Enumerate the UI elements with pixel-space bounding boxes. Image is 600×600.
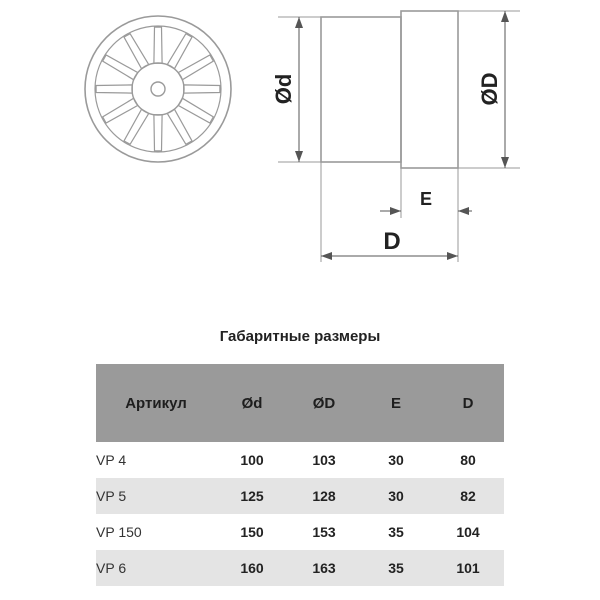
- cell-outer-diameter: 153: [312, 524, 336, 540]
- cell-e: 30: [360, 478, 432, 514]
- dimension-lines: [295, 11, 509, 260]
- cell-outer-diameter: 163: [288, 550, 360, 586]
- header-d: D: [432, 364, 504, 442]
- impeller-blade: [154, 27, 162, 63]
- table-header-row: [96, 364, 504, 442]
- label-outer-diameter: ØD: [477, 72, 502, 106]
- impeller-blade: [167, 34, 192, 69]
- cell-e: 30: [388, 452, 404, 468]
- header-inner-diameter: Ød: [216, 364, 288, 442]
- impeller-blade: [96, 85, 132, 93]
- cell-e: 35: [388, 524, 404, 540]
- table-row: [96, 478, 504, 514]
- impeller-blade: [154, 115, 162, 151]
- table-row: [96, 442, 504, 478]
- impeller-blade: [124, 34, 149, 69]
- header-article: Артикул: [96, 364, 216, 442]
- cell-d: 80: [460, 452, 476, 468]
- cell-d: 104: [456, 524, 480, 540]
- cell-article: VP 4: [96, 452, 127, 468]
- cell-inner-diameter: 125: [216, 478, 288, 514]
- label-e: E: [419, 189, 433, 209]
- cell-outer-diameter: 128: [288, 478, 360, 514]
- impeller-blade: [103, 98, 138, 123]
- cell-e: 35: [360, 550, 432, 586]
- impeller-blade: [167, 109, 192, 144]
- cell-article: VP 6: [96, 550, 216, 586]
- label-inner-diameter: Ød: [271, 73, 296, 105]
- dimensions-table: [96, 364, 504, 586]
- fan-front-view: [85, 16, 231, 162]
- table-row: [96, 550, 504, 586]
- header-outer-diameter: ØD: [288, 364, 360, 442]
- cell-d: 82: [432, 478, 504, 514]
- impeller-blade: [103, 55, 138, 80]
- impeller-blade: [184, 85, 220, 93]
- cell-inner-diameter: 160: [216, 550, 288, 586]
- impeller-blade: [178, 98, 213, 123]
- impeller-blade: [124, 109, 149, 144]
- impeller-blade: [178, 55, 213, 80]
- cell-inner-diameter: 150: [240, 524, 264, 540]
- table-title: Габаритные размеры: [219, 328, 381, 345]
- label-d: D: [383, 228, 401, 255]
- header-e: E: [360, 364, 432, 442]
- cell-article: VP 150: [96, 524, 142, 540]
- cell-outer-diameter: 103: [312, 452, 336, 468]
- cell-d: 101: [432, 550, 504, 586]
- fan-side-view: [278, 11, 520, 262]
- table-row: [96, 514, 504, 550]
- cell-inner-diameter: 100: [240, 452, 264, 468]
- cell-article: VP 5: [96, 478, 216, 514]
